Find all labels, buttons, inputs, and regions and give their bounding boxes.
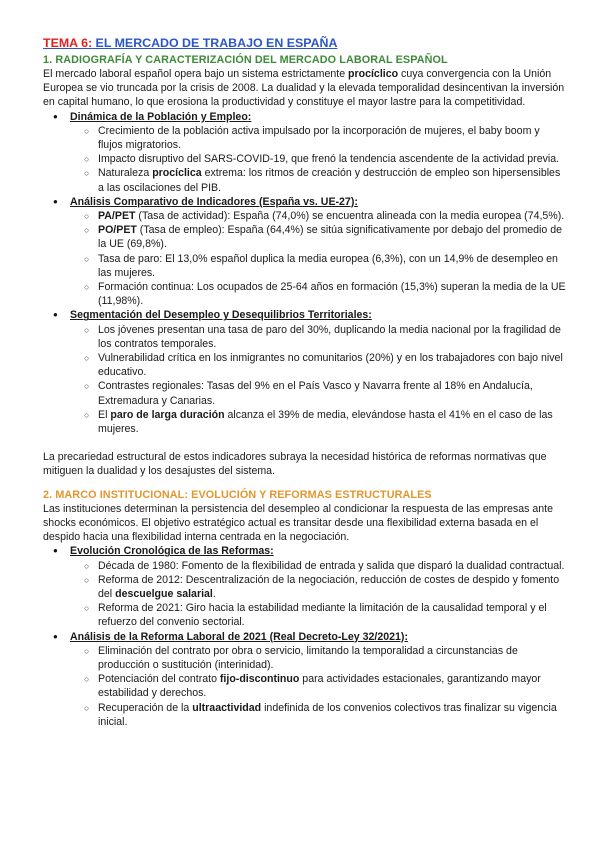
list-item: ○ Impacto disruptivo del SARS-COVID-19, que frenó la tendencia ascendente de la actividad previa. xyxy=(84,152,566,166)
list-item: ○ Contrastes regionales: Tasas del 9% en el País Vasco y Navarra frente al 18% en Andalucía, Extremadura y Canarias. xyxy=(84,379,566,407)
bullet-heading: Análisis de la Reforma Laboral de 2021 (Real Decreto-Ley 32/2021): xyxy=(70,630,408,643)
bullet-heading: Análisis Comparativo de Indicadores (España vs. UE-27): xyxy=(70,195,358,208)
list-item: ○ Recuperación de la ultraactividad indefinida de los convenios colectivos tras finalizar su vigencia inicial. xyxy=(84,701,566,729)
list-item: ○ Formación continua: Los ocupados de 25-64 años en formación (15,3%) superan la media de la UE (11,98%). xyxy=(84,280,566,308)
section-1-list xyxy=(43,110,566,437)
title-text: EL MERCADO DE TRABAJO EN ESPAÑA xyxy=(92,36,338,50)
list-item: ○ Vulnerabilidad crítica en los inmigrantes no comunitarios (20%) y en los trabajadores con bajo nivel educativo. xyxy=(84,351,566,379)
bullet-heading: Segmentación del Desempleo y Desequilibrios Territoriales: xyxy=(70,309,372,322)
list-item: ○ Tasa de paro: El 13,0% español duplica la media europea (6,3%), con un 14,9% de desempleo en las mujeres. xyxy=(84,252,566,280)
bullet-heading: Evolución Cronológica de las Reformas: xyxy=(70,545,274,558)
section-2-intro: Las instituciones determinan la persistencia del desempleo al condicionar la respuesta de las empresas ante shocks económicos. El objetivo estratégico actual es transitar desde una flexibilidad externa basada en el despido hacia una flexibilidad interna centrada en la negociación. xyxy=(43,502,553,544)
list-item: ○ Naturaleza procíclica extrema: los ritmos de creación y destrucción de empleo son hipersensibles a las oscilaciones del PIB. xyxy=(84,166,566,194)
list-item xyxy=(53,630,566,729)
list-item xyxy=(53,308,566,436)
list-item: ○ Década de 1980: Fomento de la flexibilidad de entrada y salida que disparó la dualidad contractual. xyxy=(84,559,566,573)
section-2-list xyxy=(43,544,566,729)
list-item: ○ Los jóvenes presentan una tasa de paro del 30%, duplicando la media nacional por la fragilidad de los contratos temporales. xyxy=(84,323,566,351)
list-item: ○ Potenciación del contrato fijo-discontinuo para actividades estacionales, garantizando mayor estabilidad y derechos. xyxy=(84,672,566,700)
list-item: ○ Reforma de 2021: Giro hacia la estabilidad mediante la limitación de la causalidad temporal y el refuerzo del convenio sectorial. xyxy=(84,601,566,629)
section-1-heading: 1. RADIOGRAFÍA Y CARACTERIZACIÓN DEL MERCADO LABORAL ESPAÑOL xyxy=(43,54,448,66)
title-number: TEMA 6: xyxy=(43,36,93,50)
list-item: ○ Eliminación del contrato por obra o servicio, limitando la temporalidad a circunstancias de producción o sustitución (interinidad). xyxy=(84,644,566,672)
section-1-closing: La precariedad estructural de estos indicadores subraya la necesidad histórica de reformas normativas que mitiguen la dualidad y los desajustes del sistema. xyxy=(43,451,547,478)
list-item: ○ El paro de larga duración alcanza el 39% de media, elevándose hasta el 41% en el caso de las mujeres. xyxy=(84,408,566,436)
page-title xyxy=(43,36,566,51)
bullet-heading: Dinámica de la Población y Empleo: xyxy=(70,110,252,123)
list-item: ○ PO/PET (Tasa de empleo): España (64,4%) se sitúa significativamente por debajo del promedio de la UE (69,8%). xyxy=(84,223,566,251)
list-item: ○ PA/PET (Tasa de actividad): España (74,0%) se encuentra alineada con la media europea (74,5%). xyxy=(84,209,566,223)
section-2-heading: 2. MARCO INSTITUCIONAL: EVOLUCIÓN Y REFORMAS ESTRUCTURALES xyxy=(43,488,432,501)
list-item: ○ Reforma de 2012: Descentralización de la negociación, reducción de costes de despido y fomento del descuelgue salarial. xyxy=(84,573,566,601)
list-item xyxy=(53,544,566,629)
list-item xyxy=(53,195,566,309)
list-item xyxy=(53,110,566,195)
section-1-intro: El mercado laboral español opera bajo un sistema estrictamente procíclico cuya convergencia con la Unión Europea se vio truncada por la crisis de 2008. La dualidad y la elevada temporalidad desincentivan la inversión en capital humano, lo que erosiona la productividad y constituye el mayor lastre para la competitividad. xyxy=(43,68,565,109)
list-item: ○ Crecimiento de la población activa impulsado por la incorporación de mujeres, el baby boom y flujos migratorios. xyxy=(84,124,566,152)
